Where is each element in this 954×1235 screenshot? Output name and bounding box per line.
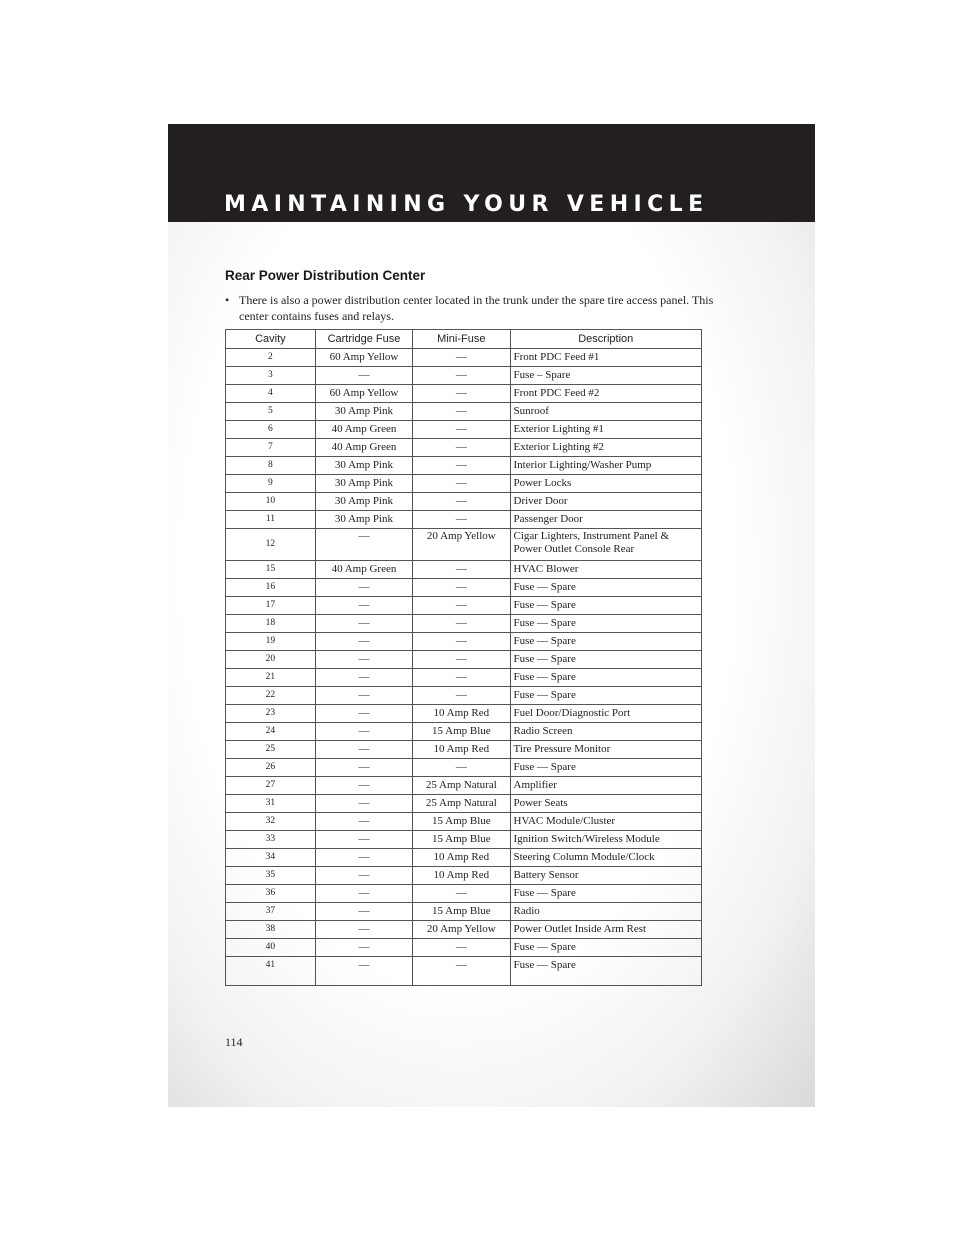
cartridge-fuse-cell: 30 Amp Pink: [315, 511, 412, 529]
cartridge-fuse-cell: —: [315, 777, 412, 795]
cartridge-fuse-cell: —: [315, 529, 412, 561]
cartridge-fuse-cell: 30 Amp Pink: [315, 475, 412, 493]
table-row: [226, 777, 702, 795]
bullet-dot: •: [225, 293, 230, 307]
description-cell: Fuse — Spare: [510, 885, 702, 903]
mini-fuse-cell: 15 Amp Blue: [413, 723, 510, 741]
page-number: 114: [225, 1035, 243, 1049]
cavity-cell: 36: [226, 885, 316, 903]
mini-fuse-cell: —: [413, 687, 510, 705]
cavity-cell: 31: [226, 795, 316, 813]
table-row: [226, 439, 702, 457]
mini-fuse-cell: —: [413, 669, 510, 687]
cavity-cell: 32: [226, 813, 316, 831]
mini-fuse-cell: —: [413, 561, 510, 579]
cartridge-fuse-cell: —: [315, 849, 412, 867]
cartridge-fuse-cell: 60 Amp Yellow: [315, 349, 412, 367]
table-row: [226, 849, 702, 867]
cartridge-fuse-cell: —: [315, 795, 412, 813]
description-cell: HVAC Module/Cluster: [510, 813, 702, 831]
cartridge-fuse-cell: —: [315, 579, 412, 597]
description-cell: Fuse — Spare: [510, 939, 702, 957]
cartridge-fuse-cell: —: [315, 867, 412, 885]
cavity-cell: 16: [226, 579, 316, 597]
description-cell: Power Seats: [510, 795, 702, 813]
mini-fuse-cell: —: [413, 633, 510, 651]
cavity-cell: 12: [226, 529, 316, 561]
cavity-cell: 37: [226, 903, 316, 921]
description-cell: Amplifier: [510, 777, 702, 795]
fuse-table: [225, 329, 702, 986]
cartridge-fuse-cell: —: [315, 759, 412, 777]
description-cell: Fuse – Spare: [510, 367, 702, 385]
cavity-cell: 34: [226, 849, 316, 867]
description-cell: Fuse — Spare: [510, 651, 702, 669]
description-cell: Front PDC Feed #1: [510, 349, 702, 367]
mini-fuse-cell: —: [413, 385, 510, 403]
mini-fuse-cell: —: [413, 597, 510, 615]
table-row: [226, 705, 702, 723]
table-row: [226, 903, 702, 921]
description-cell: Steering Column Module/Clock: [510, 849, 702, 867]
description-cell: Fuse — Spare: [510, 597, 702, 615]
header-description: Description: [510, 330, 702, 349]
mini-fuse-cell: —: [413, 615, 510, 633]
table-header-row: [226, 330, 702, 349]
table-row: [226, 633, 702, 651]
cavity-cell: 25: [226, 741, 316, 759]
cartridge-fuse-cell: 30 Amp Pink: [315, 403, 412, 421]
description-cell: Power Locks: [510, 475, 702, 493]
cavity-cell: 6: [226, 421, 316, 439]
table-row: [226, 349, 702, 367]
table-row: [226, 795, 702, 813]
mini-fuse-cell: 25 Amp Natural: [413, 777, 510, 795]
description-cell: Tire Pressure Monitor: [510, 741, 702, 759]
description-cell: Fuse — Spare: [510, 687, 702, 705]
mini-fuse-cell: 10 Amp Red: [413, 705, 510, 723]
cartridge-fuse-cell: 40 Amp Green: [315, 561, 412, 579]
description-cell: Front PDC Feed #2: [510, 385, 702, 403]
table-row: [226, 493, 702, 511]
cartridge-fuse-cell: —: [315, 651, 412, 669]
table-row: [226, 615, 702, 633]
description-cell: Radio Screen: [510, 723, 702, 741]
mini-fuse-cell: —: [413, 439, 510, 457]
table-row: [226, 813, 702, 831]
cavity-cell: 5: [226, 403, 316, 421]
cartridge-fuse-cell: —: [315, 687, 412, 705]
table-row: [226, 687, 702, 705]
mini-fuse-cell: —: [413, 651, 510, 669]
cartridge-fuse-cell: 30 Amp Pink: [315, 493, 412, 511]
cartridge-fuse-cell: —: [315, 741, 412, 759]
mini-fuse-cell: 20 Amp Yellow: [413, 921, 510, 939]
description-cell: Ignition Switch/Wireless Module: [510, 831, 702, 849]
table-row: [226, 579, 702, 597]
cavity-cell: 17: [226, 597, 316, 615]
description-cell: Fuse — Spare: [510, 579, 702, 597]
description-cell: Exterior Lighting #1: [510, 421, 702, 439]
fuse-table-body: [226, 349, 702, 986]
description-cell: Driver Door: [510, 493, 702, 511]
table-row: [226, 759, 702, 777]
cartridge-fuse-cell: —: [315, 705, 412, 723]
description-cell: Power Outlet Inside Arm Rest: [510, 921, 702, 939]
section-title: Rear Power Distribution Center: [225, 268, 426, 283]
table-row: [226, 939, 702, 957]
cavity-cell: 23: [226, 705, 316, 723]
cavity-cell: 41: [226, 957, 316, 986]
cartridge-fuse-cell: —: [315, 367, 412, 385]
table-row: [226, 529, 702, 561]
cavity-cell: 11: [226, 511, 316, 529]
cartridge-fuse-cell: —: [315, 633, 412, 651]
cartridge-fuse-cell: —: [315, 957, 412, 986]
table-row: [226, 831, 702, 849]
mini-fuse-cell: 15 Amp Blue: [413, 813, 510, 831]
cavity-cell: 10: [226, 493, 316, 511]
mini-fuse-cell: —: [413, 367, 510, 385]
table-row: [226, 597, 702, 615]
description-cell: Sunroof: [510, 403, 702, 421]
table-row: [226, 867, 702, 885]
mini-fuse-cell: —: [413, 421, 510, 439]
mini-fuse-cell: 25 Amp Natural: [413, 795, 510, 813]
cartridge-fuse-cell: —: [315, 939, 412, 957]
mini-fuse-cell: 10 Amp Red: [413, 867, 510, 885]
mini-fuse-cell: —: [413, 457, 510, 475]
mini-fuse-cell: —: [413, 403, 510, 421]
mini-fuse-cell: 10 Amp Red: [413, 849, 510, 867]
cavity-cell: 26: [226, 759, 316, 777]
cartridge-fuse-cell: —: [315, 903, 412, 921]
description-cell: Interior Lighting/Washer Pump: [510, 457, 702, 475]
mini-fuse-cell: —: [413, 939, 510, 957]
cavity-cell: 20: [226, 651, 316, 669]
bullet-text: There is also a power distribution center located in the trunk under the spare tire access panel. This center contains fuses and relays.: [239, 293, 714, 323]
cavity-cell: 8: [226, 457, 316, 475]
cavity-cell: 2: [226, 349, 316, 367]
description-cell: Fuse — Spare: [510, 615, 702, 633]
table-row: [226, 421, 702, 439]
table-row: [226, 561, 702, 579]
cartridge-fuse-cell: 40 Amp Green: [315, 421, 412, 439]
table-row: [226, 669, 702, 687]
description-cell: Cigar Lighters, Instrument Panel & Power Outlet Console Rear: [510, 529, 702, 561]
table-row: [226, 475, 702, 493]
mini-fuse-cell: —: [413, 759, 510, 777]
cavity-cell: 7: [226, 439, 316, 457]
table-row: [226, 651, 702, 669]
cartridge-fuse-cell: —: [315, 723, 412, 741]
cavity-cell: 40: [226, 939, 316, 957]
description-cell: Radio: [510, 903, 702, 921]
cavity-cell: 24: [226, 723, 316, 741]
mini-fuse-cell: —: [413, 511, 510, 529]
mini-fuse-cell: 10 Amp Red: [413, 741, 510, 759]
table-row: [226, 741, 702, 759]
description-cell: Fuse — Spare: [510, 957, 702, 986]
description-cell: Battery Sensor: [510, 867, 702, 885]
cavity-cell: 4: [226, 385, 316, 403]
cartridge-fuse-cell: —: [315, 669, 412, 687]
header-cavity: Cavity: [226, 330, 316, 349]
chapter-title: MAINTAINING YOUR VEHICLE: [224, 192, 709, 217]
cartridge-fuse-cell: 30 Amp Pink: [315, 457, 412, 475]
cavity-cell: 19: [226, 633, 316, 651]
mini-fuse-cell: 20 Amp Yellow: [413, 529, 510, 561]
cartridge-fuse-cell: —: [315, 615, 412, 633]
description-cell: Fuel Door/Diagnostic Port: [510, 705, 702, 723]
cavity-cell: 15: [226, 561, 316, 579]
table-row: [226, 367, 702, 385]
description-cell: Fuse — Spare: [510, 759, 702, 777]
table-row: [226, 511, 702, 529]
cartridge-fuse-cell: —: [315, 813, 412, 831]
table-row: [226, 403, 702, 421]
cavity-cell: 35: [226, 867, 316, 885]
mini-fuse-cell: —: [413, 349, 510, 367]
cartridge-fuse-cell: —: [315, 597, 412, 615]
header-mini-fuse: Mini-Fuse: [413, 330, 510, 349]
cavity-cell: 33: [226, 831, 316, 849]
table-row: [226, 957, 702, 986]
cavity-cell: 21: [226, 669, 316, 687]
cartridge-fuse-cell: —: [315, 921, 412, 939]
description-cell: HVAC Blower: [510, 561, 702, 579]
mini-fuse-cell: —: [413, 493, 510, 511]
cavity-cell: 9: [226, 475, 316, 493]
cartridge-fuse-cell: 40 Amp Green: [315, 439, 412, 457]
mini-fuse-cell: 15 Amp Blue: [413, 903, 510, 921]
cartridge-fuse-cell: —: [315, 885, 412, 903]
cavity-cell: 22: [226, 687, 316, 705]
chapter-header: [168, 124, 815, 222]
description-cell: Exterior Lighting #2: [510, 439, 702, 457]
table-row: [226, 921, 702, 939]
mini-fuse-cell: —: [413, 579, 510, 597]
cavity-cell: 3: [226, 367, 316, 385]
cartridge-fuse-cell: 60 Amp Yellow: [315, 385, 412, 403]
cartridge-fuse-cell: —: [315, 831, 412, 849]
table-row: [226, 385, 702, 403]
table-row: [226, 723, 702, 741]
description-cell: Fuse — Spare: [510, 669, 702, 687]
description-cell: Fuse — Spare: [510, 633, 702, 651]
manual-page: [168, 124, 815, 1107]
cavity-cell: 18: [226, 615, 316, 633]
mini-fuse-cell: —: [413, 885, 510, 903]
header-cartridge-fuse: Cartridge Fuse: [315, 330, 412, 349]
mini-fuse-cell: 15 Amp Blue: [413, 831, 510, 849]
cavity-cell: 38: [226, 921, 316, 939]
table-row: [226, 885, 702, 903]
table-row: [226, 457, 702, 475]
mini-fuse-cell: —: [413, 475, 510, 493]
cavity-cell: 27: [226, 777, 316, 795]
description-cell: Passenger Door: [510, 511, 702, 529]
mini-fuse-cell: —: [413, 957, 510, 986]
